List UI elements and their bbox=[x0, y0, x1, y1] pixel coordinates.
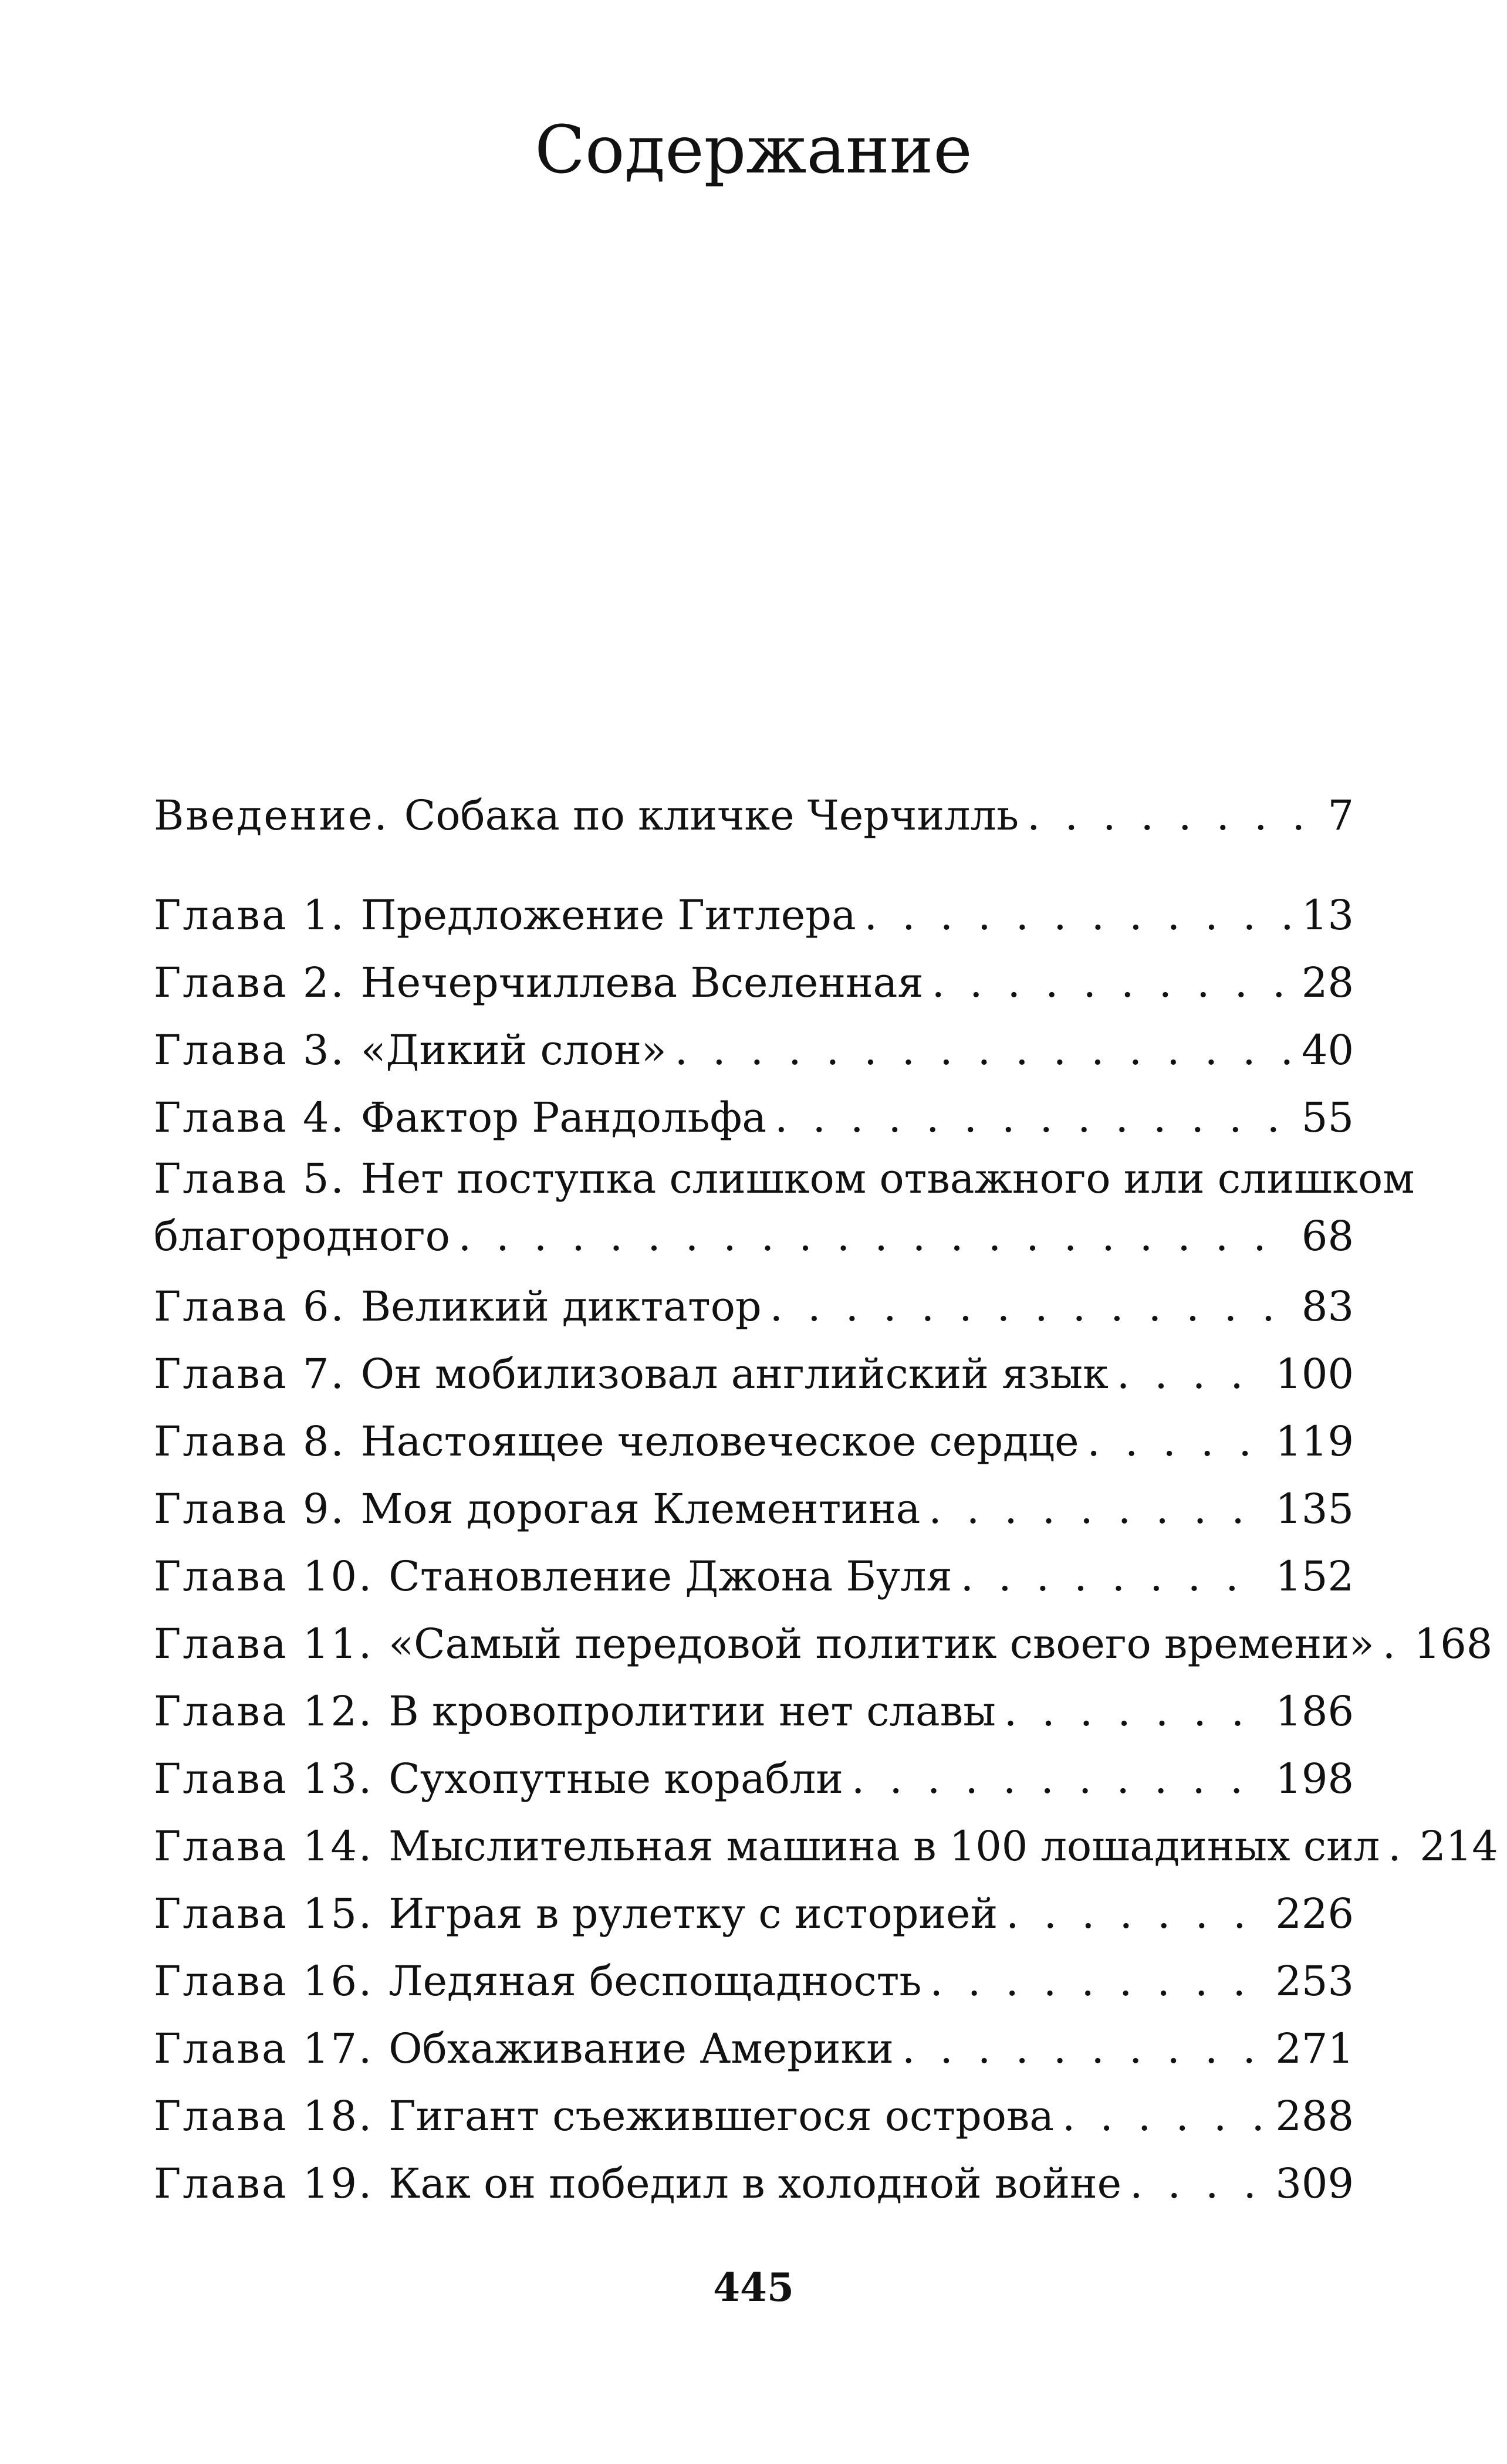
toc-entry-title: Собака по кличке Черчилль bbox=[404, 791, 1019, 840]
toc-entry-label: Глава 18. bbox=[154, 2092, 374, 2140]
toc-entry-title: Играя в рулетку с историей bbox=[388, 1890, 998, 1938]
toc-entry-label: Введение. bbox=[154, 791, 389, 840]
toc-entry-chapter-6 bbox=[154, 1273, 1354, 1341]
toc-entry-chapter-10 bbox=[154, 1543, 1354, 1610]
toc-entry-page: 271 bbox=[1275, 2025, 1354, 2073]
toc-entry-label: Глава 15. bbox=[154, 1890, 374, 1938]
toc-entry-label: Глава 6. bbox=[154, 1282, 346, 1331]
dot-leader bbox=[852, 1745, 1267, 1813]
toc-entry-title: Моя дорогая Клементина bbox=[360, 1485, 921, 1533]
toc-entry-label: Глава 4. bbox=[154, 1094, 346, 1142]
toc-entry-title: Великий диктатор bbox=[360, 1282, 762, 1331]
toc-entry-chapter-12 bbox=[154, 1678, 1354, 1745]
toc-entry-chapter-1 bbox=[154, 882, 1354, 949]
dot-leader bbox=[928, 1475, 1267, 1543]
toc-entry-label: Глава 16. bbox=[154, 1957, 374, 2005]
toc-entry-title: Сухопутные корабли bbox=[388, 1755, 843, 1803]
toc-entry-title: Как он победил в холодной войне bbox=[388, 2160, 1122, 2208]
toc-entry-chapter-3 bbox=[154, 1017, 1354, 1084]
toc-entry-title: Мыслительная машина в 100 лошадиных сил bbox=[388, 1822, 1380, 1870]
toc-entry-page: 13 bbox=[1301, 891, 1354, 939]
toc-entry-page: 83 bbox=[1301, 1282, 1354, 1331]
toc-entry-label: Глава 7. bbox=[154, 1350, 346, 1398]
dot-leader bbox=[770, 1273, 1293, 1341]
toc-entry-label: Глава 1. bbox=[154, 891, 346, 939]
toc-entry-title: Нечерчиллева Вселенная bbox=[360, 959, 924, 1007]
toc-entry-chapter-2 bbox=[154, 949, 1354, 1017]
toc-entry-page: 7 bbox=[1327, 791, 1354, 840]
dot-leader bbox=[675, 1017, 1293, 1084]
toc-entry-chapter-15 bbox=[154, 1880, 1354, 1948]
toc-entry-title: Настоящее человеческое сердце bbox=[360, 1417, 1079, 1465]
toc-entry-title: «Самый передовой политик своего времени» bbox=[388, 1620, 1374, 1668]
toc-entry-title: Становление Джона Буля bbox=[388, 1552, 952, 1600]
dot-leader bbox=[1130, 2150, 1267, 2218]
toc-entry-page: 135 bbox=[1275, 1485, 1354, 1533]
toc-entry-label: Глава 13. bbox=[154, 1755, 374, 1803]
toc-entry-label: Глава 10. bbox=[154, 1552, 374, 1600]
toc-entry-page: 198 bbox=[1275, 1755, 1354, 1803]
toc-entry-page: 309 bbox=[1275, 2160, 1354, 2208]
toc-entry-title: Гигант съежившегося острова bbox=[388, 2092, 1055, 2140]
toc-entry-chapter-7 bbox=[154, 1341, 1354, 1408]
toc-entry-page: 28 bbox=[1301, 959, 1354, 1007]
toc-entry-page: 68 bbox=[1301, 1212, 1354, 1260]
toc-entry-chapter-9 bbox=[154, 1475, 1354, 1543]
toc-entry-introduction bbox=[154, 782, 1354, 849]
toc-entry-chapter-17 bbox=[154, 2015, 1354, 2083]
toc-entry-chapter-4 bbox=[154, 1084, 1354, 1152]
dot-leader bbox=[458, 1206, 1293, 1267]
toc-entry-title: Ледяная беспощадность bbox=[388, 1957, 922, 2005]
toc-entry-page: 168 bbox=[1414, 1620, 1493, 1668]
dot-leader bbox=[1027, 782, 1319, 849]
toc-entry-page: 226 bbox=[1275, 1890, 1354, 1938]
table-of-contents bbox=[154, 782, 1498, 2218]
dot-leader bbox=[1383, 1610, 1406, 1678]
toc-entry-label: Глава 11. bbox=[154, 1620, 374, 1668]
toc-entry-page: 55 bbox=[1301, 1094, 1354, 1142]
toc-entry-label: Глава 8. bbox=[154, 1417, 346, 1465]
toc-entry-label: Глава 9. bbox=[154, 1485, 346, 1533]
toc-entry-title: «Дикий слон» bbox=[360, 1026, 667, 1074]
toc-entry-page: 119 bbox=[1275, 1417, 1354, 1465]
dot-leader bbox=[961, 1543, 1268, 1610]
toc-entry-page: 253 bbox=[1275, 1957, 1354, 2005]
dot-leader bbox=[864, 882, 1293, 949]
toc-entry-title: Предложение Гитлера bbox=[360, 891, 856, 939]
toc-entry-label: Глава 3. bbox=[154, 1026, 346, 1074]
toc-entry-label: Глава 5. bbox=[154, 1155, 346, 1203]
dot-leader bbox=[902, 2015, 1267, 2083]
page-number: 445 bbox=[713, 2265, 794, 2310]
toc-entry-label: Глава 17. bbox=[154, 2025, 374, 2073]
page-title: Содержание bbox=[535, 112, 972, 188]
dot-leader bbox=[1004, 1678, 1268, 1745]
toc-entry-page: 186 bbox=[1275, 1687, 1354, 1735]
toc-entry-chapter-5 bbox=[154, 1152, 1415, 1273]
toc-entry-chapter-19 bbox=[154, 2150, 1354, 2218]
toc-entry-label: Глава 19. bbox=[154, 2160, 374, 2208]
toc-entry-chapter-13 bbox=[154, 1745, 1354, 1813]
toc-entry-page: 152 bbox=[1275, 1552, 1354, 1600]
toc-entry-chapter-16 bbox=[154, 1948, 1354, 2015]
toc-entry-chapter-14 bbox=[154, 1813, 1498, 1880]
toc-entry-chapter-18 bbox=[154, 2083, 1354, 2150]
dot-leader bbox=[1062, 2083, 1267, 2150]
toc-entry-chapter-8 bbox=[154, 1408, 1354, 1475]
toc-entry-label: Глава 12. bbox=[154, 1687, 374, 1735]
toc-entry-title-continued: благородного bbox=[154, 1212, 450, 1260]
toc-entry-title: Обхаживание Америки bbox=[388, 2025, 894, 2073]
toc-entry-page: 40 bbox=[1301, 1026, 1354, 1074]
toc-entry-page: 288 bbox=[1275, 2092, 1354, 2140]
toc-entry-chapter-11 bbox=[154, 1610, 1493, 1678]
dot-leader bbox=[932, 949, 1293, 1017]
dot-leader bbox=[1087, 1408, 1268, 1475]
dot-leader bbox=[1117, 1341, 1268, 1408]
toc-entry-label: Глава 14. bbox=[154, 1822, 374, 1870]
dot-leader bbox=[1388, 1813, 1411, 1880]
toc-entry-page: 100 bbox=[1275, 1350, 1354, 1398]
toc-entry-title: Нет поступка слишком отважного или слишком bbox=[360, 1155, 1415, 1203]
toc-entry-title: Он мобилизовал английский язык bbox=[360, 1350, 1109, 1398]
dot-leader bbox=[1006, 1880, 1267, 1948]
toc-entry-title: Фактор Рандольфа bbox=[360, 1094, 767, 1142]
toc-entry-title: В кровопролитии нет славы bbox=[388, 1687, 996, 1735]
dot-leader bbox=[775, 1084, 1293, 1152]
toc-entry-page: 214 bbox=[1420, 1822, 1498, 1870]
toc-entry-label: Глава 2. bbox=[154, 959, 346, 1007]
dot-leader bbox=[930, 1948, 1268, 2015]
